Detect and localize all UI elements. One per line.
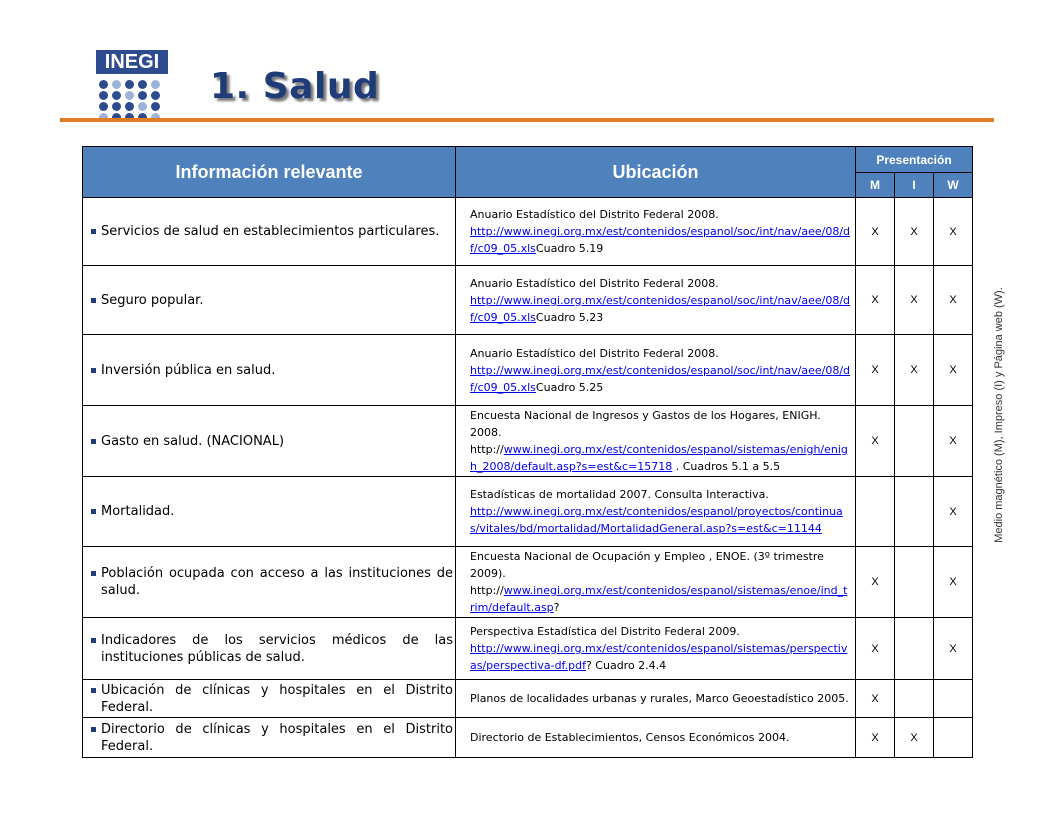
location-link[interactable]: www.inegi.org.mx/est/contenidos/espanol/sistemas/enoe/ind_trim/default.asp	[470, 584, 848, 614]
location-prefix: http://	[470, 584, 504, 597]
inegi-logo	[96, 50, 168, 126]
col-header-i: I	[895, 173, 934, 198]
col-header-presentation: Presentación	[856, 147, 973, 173]
info-cell	[83, 266, 456, 335]
mark-i	[895, 406, 934, 477]
bullet-icon	[91, 368, 96, 373]
abacus-bead	[151, 102, 160, 111]
mark-w: X	[934, 618, 973, 680]
location-source: Encuesta Nacional de Ocupación y Empleo , ENOE. (3º trimestre 2009).	[470, 550, 824, 580]
location-link[interactable]: http://www.inegi.org.mx/est/contenidos/espanol/soc/int/nav/aee/08/df/c09_05.xls	[470, 363, 851, 394]
table-row	[83, 618, 973, 680]
mark-w	[934, 718, 973, 758]
info-cell	[83, 477, 456, 547]
info-text: Seguro popular.	[101, 292, 204, 308]
info-cell	[83, 680, 456, 718]
mark-w: X	[934, 198, 973, 266]
bullet-icon	[91, 298, 96, 303]
info-cell	[83, 198, 456, 266]
info-text: Ubicación de clínicas y hospitales en el Distrito Federal.	[101, 682, 453, 715]
location-source: Estadísticas de mortalidad 2007. Consulta Interactiva.	[470, 488, 769, 501]
location-cell	[456, 198, 856, 266]
info-cell	[83, 406, 456, 477]
mark-i	[895, 618, 934, 680]
info-text: Mortalidad.	[101, 504, 175, 519]
mark-i	[895, 547, 934, 618]
table-row	[83, 335, 973, 406]
location-source: Anuario Estadístico del Distrito Federal 2008.	[470, 346, 719, 360]
page-title: 1. Salud	[210, 66, 380, 107]
location-suffix: Cuadro 5.19	[535, 242, 604, 255]
mark-i	[895, 680, 934, 718]
mark-m: X	[856, 547, 895, 618]
location-cell	[456, 266, 856, 335]
mark-i: X	[895, 335, 934, 406]
mark-i: X	[895, 198, 934, 266]
location-link[interactable]: http://www.inegi.org.mx/est/contenidos/espanol/soc/int/nav/aee/08/df/c09_05.xls	[470, 225, 851, 255]
table-row	[83, 406, 973, 477]
location-link[interactable]: http://www.inegi.org.mx/est/contenidos/espanol/proyectos/continuas/vitales/bd/mortalidad/MortalidadGeneral.asp?s=est&c=11144	[470, 505, 843, 535]
abacus-bead	[125, 80, 134, 89]
location-cell	[456, 335, 856, 406]
abacus-bead	[112, 80, 121, 89]
location-suffix: ? Cuadro 2.4.4	[585, 659, 667, 672]
col-header-m: M	[856, 173, 895, 198]
location-link[interactable]: http://www.inegi.org.mx/est/contenidos/espanol/soc/int/nav/aee/08/df/c09_05.xls	[470, 293, 851, 324]
abacus-bead	[125, 91, 134, 100]
bullet-icon	[91, 509, 96, 514]
bullet-icon	[91, 439, 96, 444]
mark-m: X	[856, 680, 895, 718]
mark-w	[934, 680, 973, 718]
location-link[interactable]: http://www.inegi.org.mx/est/contenidos/espanol/sistemas/perspectivas/perspectiva-df.pdf	[470, 642, 848, 672]
location-cell	[456, 477, 856, 547]
mark-m: X	[856, 198, 895, 266]
table-row	[83, 718, 973, 758]
mark-w: X	[934, 335, 973, 406]
mark-w: X	[934, 266, 973, 335]
abacus-bead	[99, 80, 108, 89]
info-text: Indicadores de los servicios médicos de las instituciones públicas de salud.	[101, 632, 453, 665]
col-header-w: W	[934, 173, 973, 198]
abacus-bead	[138, 80, 147, 89]
mark-w: X	[934, 406, 973, 477]
mark-i: X	[895, 266, 934, 335]
side-note	[992, 260, 1006, 570]
location-source: Anuario Estadístico del Distrito Federal 2008.	[470, 276, 719, 290]
location-link[interactable]: www.inegi.org.mx/est/contenidos/espanol/sistemas/enigh/enigh_2008/default.asp?s=est&c=15718	[470, 443, 848, 473]
info-cell	[83, 335, 456, 406]
location-source: Directorio de Establecimientos, Censos Económicos 2004.	[470, 731, 790, 744]
info-cell	[83, 718, 456, 758]
mark-m: X	[856, 406, 895, 477]
location-suffix: . Cuadros 5.1 a 5.5	[672, 460, 781, 473]
header-divider	[60, 118, 994, 122]
location-cell	[456, 680, 856, 718]
table-row	[83, 547, 973, 618]
abacus-bead	[151, 80, 160, 89]
abacus-bead	[125, 102, 134, 111]
table-row	[83, 477, 973, 547]
location-prefix: http://	[470, 443, 504, 456]
info-table	[82, 146, 973, 758]
location-source: Encuesta Nacional de Ingresos y Gastos de los Hogares, ENIGH. 2008.	[470, 409, 821, 439]
mark-i: X	[895, 718, 934, 758]
table-row	[83, 266, 973, 335]
mark-w: X	[934, 477, 973, 547]
mark-m: X	[856, 618, 895, 680]
abacus-bead	[112, 91, 121, 100]
bullet-icon	[91, 727, 96, 732]
mark-m: X	[856, 266, 895, 335]
info-cell	[83, 618, 456, 680]
location-cell	[456, 718, 856, 758]
location-source: Anuario Estadístico del Distrito Federal 2008.	[470, 208, 719, 221]
location-cell	[456, 618, 856, 680]
bullet-icon	[91, 638, 96, 643]
abacus-bead	[151, 91, 160, 100]
abacus-bead	[138, 91, 147, 100]
mark-m: X	[856, 718, 895, 758]
location-source: Planos de localidades urbanas y rurales, Marco Geoestadístico 2005.	[470, 692, 849, 705]
bullet-icon	[91, 688, 96, 693]
logo-wordmark: INEGI	[96, 50, 168, 74]
mark-m: X	[856, 335, 895, 406]
location-cell	[456, 406, 856, 477]
abacus-bead	[138, 102, 147, 111]
info-text: Inversión pública en salud.	[101, 362, 276, 378]
col-header-location: Ubicación	[456, 147, 856, 198]
table-row	[83, 680, 973, 718]
bullet-icon	[91, 571, 96, 576]
info-text: Directorio de clínicas y hospitales en el Distrito Federal.	[101, 721, 453, 754]
info-cell	[83, 547, 456, 618]
location-suffix: Cuadro 5.25	[535, 380, 604, 394]
side-note-text: Medio magnético (M), Impreso (I) y Página web (W).	[993, 287, 1005, 543]
abacus-bead	[112, 102, 121, 111]
info-text: Población ocupada con acceso a las instituciones de salud.	[101, 566, 453, 598]
mark-i	[895, 477, 934, 547]
abacus-bead	[99, 102, 108, 111]
abacus-bead	[99, 91, 108, 100]
location-cell	[456, 547, 856, 618]
col-header-info: Información relevante	[83, 147, 456, 198]
mark-m	[856, 477, 895, 547]
info-text: Gasto en salud. (NACIONAL)	[101, 433, 285, 449]
mark-w: X	[934, 547, 973, 618]
bullet-icon	[91, 229, 96, 234]
location-suffix: ?	[553, 601, 560, 614]
table-row	[83, 198, 973, 266]
info-text: Servicios de salud en establecimientos particulares.	[101, 224, 440, 239]
location-source: Perspectiva Estadística del Distrito Federal 2009.	[470, 625, 740, 638]
location-suffix: Cuadro 5.23	[535, 310, 604, 324]
